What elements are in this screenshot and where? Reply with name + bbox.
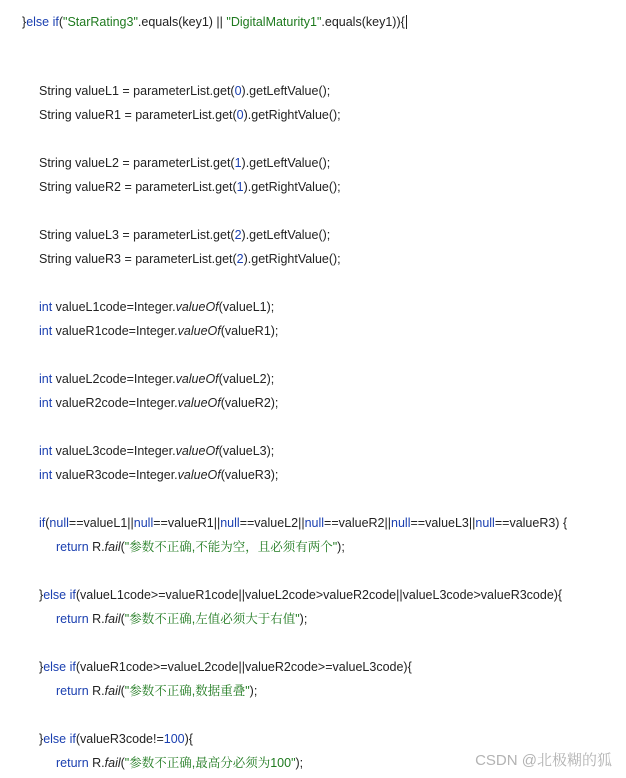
code-line	[39, 443, 274, 459]
code-token: return	[56, 756, 89, 770]
code-token: int	[39, 324, 53, 338]
code-token: fail	[104, 684, 121, 698]
code-token: (	[120, 612, 125, 626]
code-line	[39, 251, 341, 267]
code-token: (	[45, 516, 50, 530]
code-token: else if	[43, 732, 76, 746]
code-token: String valueR2 = parameterList.get(	[39, 180, 237, 194]
code-token: valueOf	[177, 324, 221, 338]
code-token: R.	[88, 684, 105, 698]
code-token: fail	[104, 756, 121, 770]
code-line	[39, 515, 567, 531]
code-token: 1	[234, 156, 242, 170]
code-token: int	[39, 300, 53, 314]
code-token: else if	[43, 588, 76, 602]
code-line	[39, 179, 341, 195]
code-token: ==valueR2||	[324, 516, 392, 530]
code-token: (valueL1);	[218, 300, 275, 314]
code-token: return	[56, 612, 89, 626]
code-token: 1	[236, 180, 244, 194]
code-line	[39, 371, 274, 387]
code-line	[39, 659, 412, 675]
code-line	[39, 587, 562, 603]
code-token: (	[58, 15, 64, 29]
code-token: ).getRightValue();	[243, 252, 341, 266]
code-token: return	[56, 540, 89, 554]
code-token: ).getRightValue();	[243, 180, 341, 194]
code-token: int	[39, 372, 53, 386]
code-token: valueL2code=Integer.	[52, 372, 176, 386]
code-token: ==valueR3) {	[494, 516, 568, 530]
code-token: );	[337, 540, 345, 554]
code-token: (valueL2);	[218, 372, 275, 386]
code-line	[39, 323, 278, 339]
code-token: );	[299, 612, 308, 626]
code-token: String valueR3 = parameterList.get(	[39, 252, 237, 266]
code-token: (valueL1code>=valueR1code||valueL2code>valueR2code||valueL3code>valueR3code){	[75, 588, 563, 602]
code-token: valueL1code=Integer.	[52, 300, 176, 314]
code-token: ).getRightValue();	[243, 108, 341, 122]
code-token: "DigitalMaturity1"	[226, 15, 322, 29]
code-token: null	[391, 516, 411, 530]
watermark: CSDN @北极糊的狐	[475, 752, 612, 769]
code-line	[39, 107, 341, 123]
code-token: );	[249, 684, 258, 698]
code-token: else if	[26, 15, 59, 29]
code-token: null	[304, 516, 325, 530]
code-line	[22, 14, 407, 30]
code-token: .equals(key1)){	[321, 15, 405, 29]
code-line	[56, 755, 303, 771]
code-token: ).getLeftValue();	[241, 156, 331, 170]
code-line	[39, 731, 193, 747]
code-token: (valueL3);	[218, 444, 275, 458]
code-line	[39, 299, 274, 315]
code-token: );	[295, 756, 304, 770]
code-token: }	[22, 15, 27, 29]
code-token: null	[133, 516, 154, 530]
code-token: valueOf	[177, 396, 221, 410]
code-token: int	[39, 444, 53, 458]
code-line	[56, 539, 345, 555]
code-token: "StarRating3"	[63, 15, 138, 29]
code-token: "参数不正确,左值必须大于右值"	[124, 612, 300, 626]
code-token: (valueR3code!=	[75, 732, 164, 746]
code-token: "参数不正确,数据重叠"	[124, 684, 250, 698]
code-token: 100	[163, 732, 185, 746]
code-line	[39, 83, 330, 99]
code-token: }	[39, 732, 44, 746]
code-line	[39, 227, 330, 243]
code-token: (	[120, 684, 125, 698]
code-token: R.	[88, 756, 105, 770]
code-token: (	[120, 540, 125, 554]
code-line	[56, 611, 307, 627]
code-token: }	[39, 588, 44, 602]
code-token: valueOf	[177, 468, 221, 482]
code-token: valueOf	[175, 444, 219, 458]
code-token: 2	[236, 252, 244, 266]
code-token: (valueR2);	[220, 396, 279, 410]
code-token: R.	[88, 612, 105, 626]
code-token: ==valueL2||	[239, 516, 305, 530]
code-token: (	[120, 756, 125, 770]
code-token: ==valueL3||	[410, 516, 476, 530]
code-token: "参数不正确,最高分必须为100"	[124, 756, 296, 770]
code-token: String valueL2 = parameterList.get(	[39, 156, 235, 170]
code-token: fail	[104, 612, 121, 626]
code-token: 2	[234, 228, 242, 242]
code-token: ).getLeftValue();	[241, 84, 331, 98]
code-token: valueL3code=Integer.	[52, 444, 176, 458]
code-token: ==valueL1||	[68, 516, 134, 530]
code-token: String valueL3 = parameterList.get(	[39, 228, 235, 242]
code-line	[39, 395, 278, 411]
code-token: valueR3code=Integer.	[52, 468, 178, 482]
text-cursor	[406, 15, 407, 29]
code-token: null	[49, 516, 69, 530]
code-line	[39, 155, 330, 171]
code-token: valueR1code=Integer.	[52, 324, 178, 338]
code-token: (valueR3);	[220, 468, 279, 482]
code-token: valueR2code=Integer.	[52, 396, 178, 410]
code-token: .equals(key1) ||	[137, 15, 227, 29]
code-token: ==valueR1||	[153, 516, 221, 530]
code-token: valueOf	[175, 372, 219, 386]
code-token: fail	[104, 540, 121, 554]
code-token: 0	[236, 108, 244, 122]
code-token: (valueR1);	[220, 324, 279, 338]
code-token: (valueR1code>=valueL2code||valueR2code>=valueL3code){	[75, 660, 412, 674]
code-token: valueOf	[175, 300, 219, 314]
code-token: String valueL1 = parameterList.get(	[39, 84, 235, 98]
code-token: String valueR1 = parameterList.get(	[39, 108, 237, 122]
code-line	[56, 683, 257, 699]
code-line	[39, 467, 278, 483]
code-token: null	[475, 516, 495, 530]
code-token: null	[220, 516, 240, 530]
code-token: R.	[88, 540, 105, 554]
code-token: }	[39, 660, 44, 674]
code-token: int	[39, 396, 53, 410]
code-token: else if	[43, 660, 76, 674]
code-token: ).getLeftValue();	[241, 228, 331, 242]
code-token: return	[56, 684, 89, 698]
code-token: int	[39, 468, 53, 482]
code-token: if	[39, 516, 46, 530]
code-token: ){	[184, 732, 193, 746]
code-token: "参数不正确,不能为空，且必须有两个"	[124, 540, 338, 554]
code-token: 0	[234, 84, 242, 98]
